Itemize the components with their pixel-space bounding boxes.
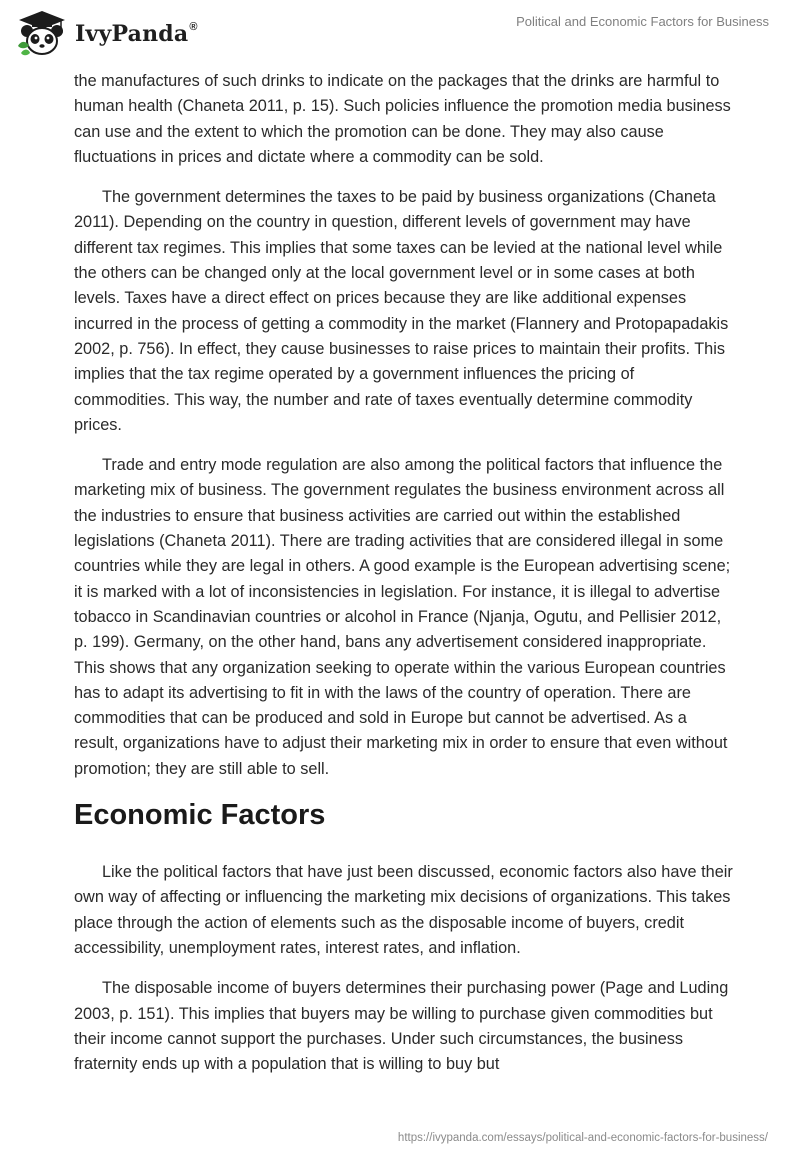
paragraph: The government determines the taxes to be paid by business organizations (Chaneta 2011). Depending on the country in question, different levels of government may have different tax regimes. This implies that some taxes can be levied at the national level while the others can be changed only at the local government level or in some cases at both levels. Taxes have a direct effect on prices because they are like additional expenses incurred in the process of getting a commodity in the market (Flannery and Protopapadakis 2002, p. 756). In effect, they cause businesses to raise prices to maintain their profits. This implies that the tax regime operated by a government influences the pricing of commodities. This way, the number and rate of taxes eventually determine commodity prices. [74,188,729,434]
page-header [0,0,800,66]
document-title: Political and Economic Factors for Business [516,14,769,29]
paragraph: The disposable income of buyers determines their purchasing power (Page and Luding 2003, p. 151). This implies that buyers may be willing to purchase given commodities but their income cannot support the purchases. Under such circumstances, the business fraternity ends up with a population that is willing to buy but [74,979,729,1074]
source-url[interactable]: https://ivypanda.com/essays/political-and-economic-factors-for-business/ [397,1132,768,1144]
logo-wordmark [75,21,198,47]
panda-graduate-icon [15,8,69,58]
section-heading: Economic Factors [74,799,326,832]
article-body [74,69,734,1092]
paragraph: Like the political factors that have just been discussed, economic factors also have their own way of affecting or influencing the marketing mix decisions of organizations. This takes place through the action of elements such as the disposable income of buyers, credit accessibility, unemployment rates, interest rates, and inflation. [74,863,733,957]
logo[interactable] [15,8,198,58]
paragraph: Trade and entry mode regulation are also among the political factors that influence the marketing mix of business. The government regulates the business environment across all the industries to ensure that business activities are carried out within the established legislations (Chaneta 2011). There are trading activities that are considered illegal in some countries while they are legal in others. A good example is the European advertising scene; it is marked with a lot of inconsistencies in legislation. For instance, it is illegal to advertise tobacco in Scandinavian countries or alcohol in France (Njanja, Ogutu, and Pellisier 2012, p. 199). Germany, on the other hand, bans any advertisement considered inappropriate. This shows that any organization seeking to operate within the various European countries has to adapt its advertising to fit in with the laws of the country of operation. There are commodities that can be produced and sold in Europe but cannot be advertised. As a result, organizations have to adjust their marketing mix in order to ensure that even without promotion; they are still able to sell. [74,456,731,778]
registered-mark: ® [189,20,198,33]
logo-wordmark-text: IvyPanda [75,21,189,47]
paragraph: the manufactures of such drinks to indicate on the packages that the drinks are harmful to human health (Chaneta 2011, p. 15). Such policies influence the promotion media business can use and the extent to which the promotion can be done. They may also cause fluctuations in prices and dictate where a commodity can be sold. [74,72,731,166]
